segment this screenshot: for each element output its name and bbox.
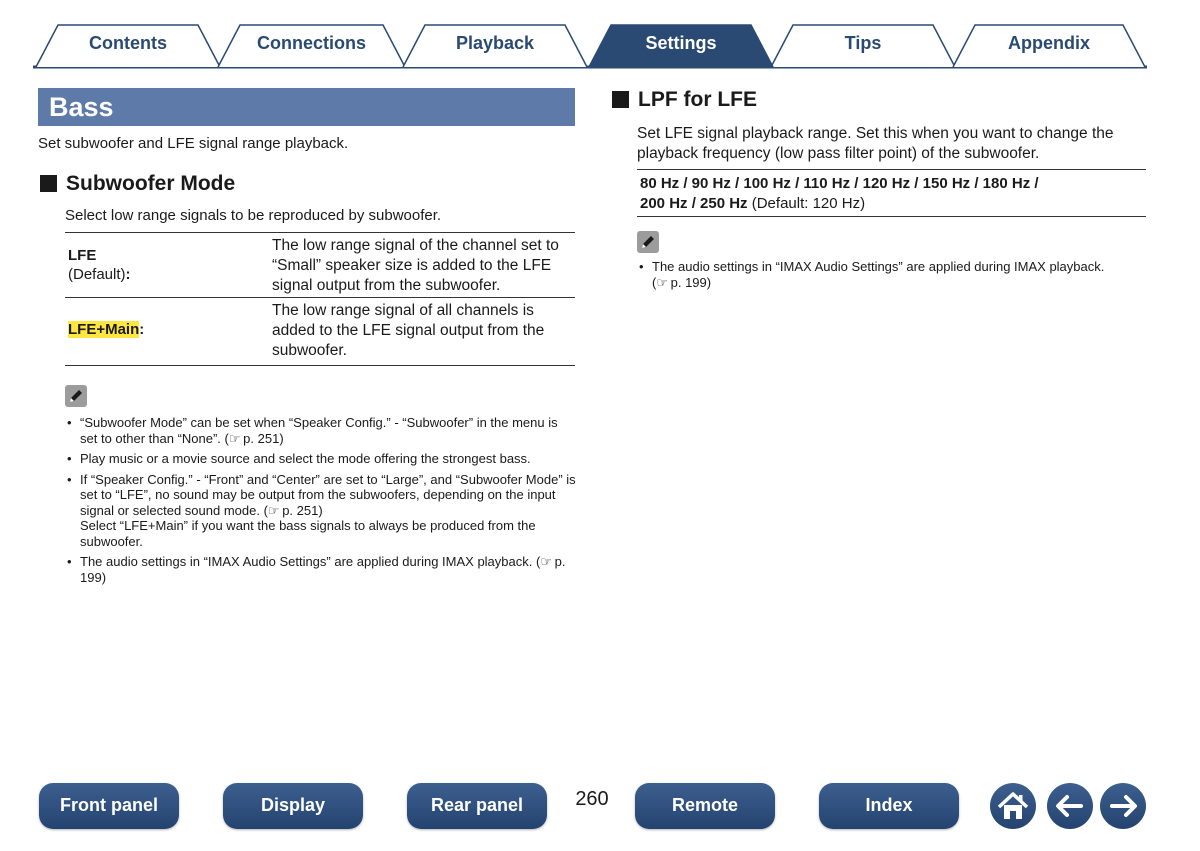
home-button[interactable] bbox=[990, 783, 1036, 829]
page-reference-icon: ☞ bbox=[656, 274, 667, 290]
page-reference-link[interactable]: p. 251 bbox=[243, 430, 280, 446]
subwoofer-mode-description: Select low range signals to be reproduced by subwoofer. bbox=[65, 207, 442, 224]
mode-name-cell bbox=[68, 246, 131, 284]
tab-playback[interactable]: Playback bbox=[455, 33, 535, 53]
lpf-options-line2: 200 Hz / 250 Hz bbox=[640, 195, 748, 212]
mode-colon: : bbox=[139, 321, 145, 338]
page-reference-icon: ☞ bbox=[267, 502, 279, 518]
note-text: Select “LFE+Main” if you want the bass signals to always be produced from the subwoofer. bbox=[80, 518, 536, 549]
tab-appendix[interactable]: Appendix bbox=[1007, 33, 1090, 53]
note-text: The audio settings in “IMAX Audio Settings” are applied during IMAX playback. bbox=[652, 259, 1105, 274]
pencil-icon bbox=[65, 385, 87, 407]
note-text: If “Speaker Config.” - “Front” and “Center” are set to “Large”, and “Subwoofer Mode” is set to “LFE”, no sound may be output from the subwoofers, depending on the input signal or selected sound mode. bbox=[80, 471, 576, 518]
mode-description: The low range signal of all channels is added to the LFE signal output from the subwoofer. bbox=[272, 302, 545, 359]
index-button[interactable]: Index bbox=[819, 783, 959, 829]
table-row bbox=[65, 232, 575, 298]
page-reference-link[interactable]: p. 199 bbox=[670, 274, 707, 290]
home-icon bbox=[990, 783, 1036, 829]
list-item: • The audio settings in “IMAX Audio Settings” are applied during IMAX playback. (☞ p. 199) bbox=[65, 554, 577, 585]
lpf-title: LPF for LFE bbox=[638, 88, 757, 111]
square-bullet-icon bbox=[612, 91, 629, 108]
list-item: • “Subwoofer Mode” can be set when “Speaker Config.” - “Subwoofer” in the menu is set to other than “None”. (☞ p. 251) bbox=[65, 415, 577, 446]
mode-name-highlighted: LFE+Main bbox=[68, 321, 140, 338]
subwoofer-notes bbox=[65, 415, 577, 590]
subwoofer-mode-title: Subwoofer Mode bbox=[66, 172, 236, 195]
lpf-options-line1: 80 Hz / 90 Hz / 100 Hz / 110 Hz / 120 Hz / 150 Hz / 180 Hz / bbox=[640, 175, 1039, 192]
bass-title: Bass bbox=[49, 92, 114, 122]
lpf-options-box bbox=[637, 169, 1146, 217]
mode-colon: : bbox=[125, 266, 131, 283]
subwoofer-mode-heading bbox=[40, 172, 235, 196]
pencil-icon bbox=[637, 231, 659, 253]
rear-panel-button[interactable]: Rear panel bbox=[407, 783, 547, 829]
tab-tips[interactable]: Tips bbox=[844, 33, 882, 53]
lpf-options bbox=[640, 174, 1039, 214]
remote-button[interactable]: Remote bbox=[635, 783, 775, 829]
lpf-heading bbox=[612, 88, 757, 112]
list-item bbox=[65, 451, 577, 467]
page-reference-link[interactable]: p. 199 bbox=[80, 554, 566, 585]
page-number: 260 bbox=[575, 788, 609, 810]
forward-button[interactable] bbox=[1100, 783, 1146, 829]
square-bullet-icon bbox=[40, 175, 57, 192]
display-button[interactable]: Display bbox=[223, 783, 363, 829]
note-text: Play music or a movie source and select the mode offering the strongest bass. bbox=[80, 451, 531, 466]
arrow-left-icon bbox=[1047, 783, 1093, 829]
mode-description: The low range signal of the channel set to “Small” speaker size is added to the LFE signal output from the subwoofer. bbox=[272, 237, 559, 294]
note-text: “Subwoofer Mode” can be set when “Speaker Config.” - “Subwoofer” in the menu is set to other than “None”. bbox=[80, 415, 558, 446]
bass-intro: Set subwoofer and LFE signal range playback. bbox=[38, 135, 349, 152]
subwoofer-mode-table bbox=[65, 232, 575, 366]
table-row bbox=[65, 298, 575, 366]
page-reference-icon: ☞ bbox=[228, 430, 240, 446]
lpf-description: Set LFE signal playback range. Set this when you want to change the playback frequency (low pass filter point) of the subwoofer. bbox=[637, 125, 1114, 162]
default-label: (Default) bbox=[68, 266, 126, 283]
list-item: • The audio settings in “IMAX Audio Settings” are applied during IMAX playback. (☞ p. 199) bbox=[637, 259, 1107, 290]
back-button[interactable] bbox=[1047, 783, 1093, 829]
tab-contents[interactable]: Contents bbox=[89, 33, 167, 53]
note-text: The audio settings in “IMAX Audio Settings” are applied during IMAX playback. bbox=[80, 554, 533, 569]
tab-settings[interactable]: Settings bbox=[645, 33, 717, 53]
tab-connections[interactable]: Connections bbox=[256, 33, 366, 53]
front-panel-button[interactable]: Front panel bbox=[39, 783, 179, 829]
list-item: • If “Speaker Config.” - “Front” and “Center” are set to “Large”, and “Subwoofer Mode” is set to “LFE”, no sound may be output from the subwoofers, depending on the input signal or selected sound mode. (☞ p. 251) Select “LFE+Main” if you want the bass signals to always be produced from the subwoofer. bbox=[65, 472, 577, 550]
bass-section-header bbox=[38, 88, 575, 126]
tab-bar bbox=[0, 0, 1200, 72]
arrow-right-icon bbox=[1100, 783, 1146, 829]
page-reference-link[interactable]: p. 251 bbox=[282, 502, 319, 518]
lpf-notes bbox=[637, 259, 1107, 295]
mode-name: LFE bbox=[68, 247, 97, 264]
page-reference-icon: ☞ bbox=[540, 554, 551, 569]
lpf-default: (Default: 120 Hz) bbox=[747, 195, 866, 212]
mode-name-cell bbox=[68, 320, 144, 339]
